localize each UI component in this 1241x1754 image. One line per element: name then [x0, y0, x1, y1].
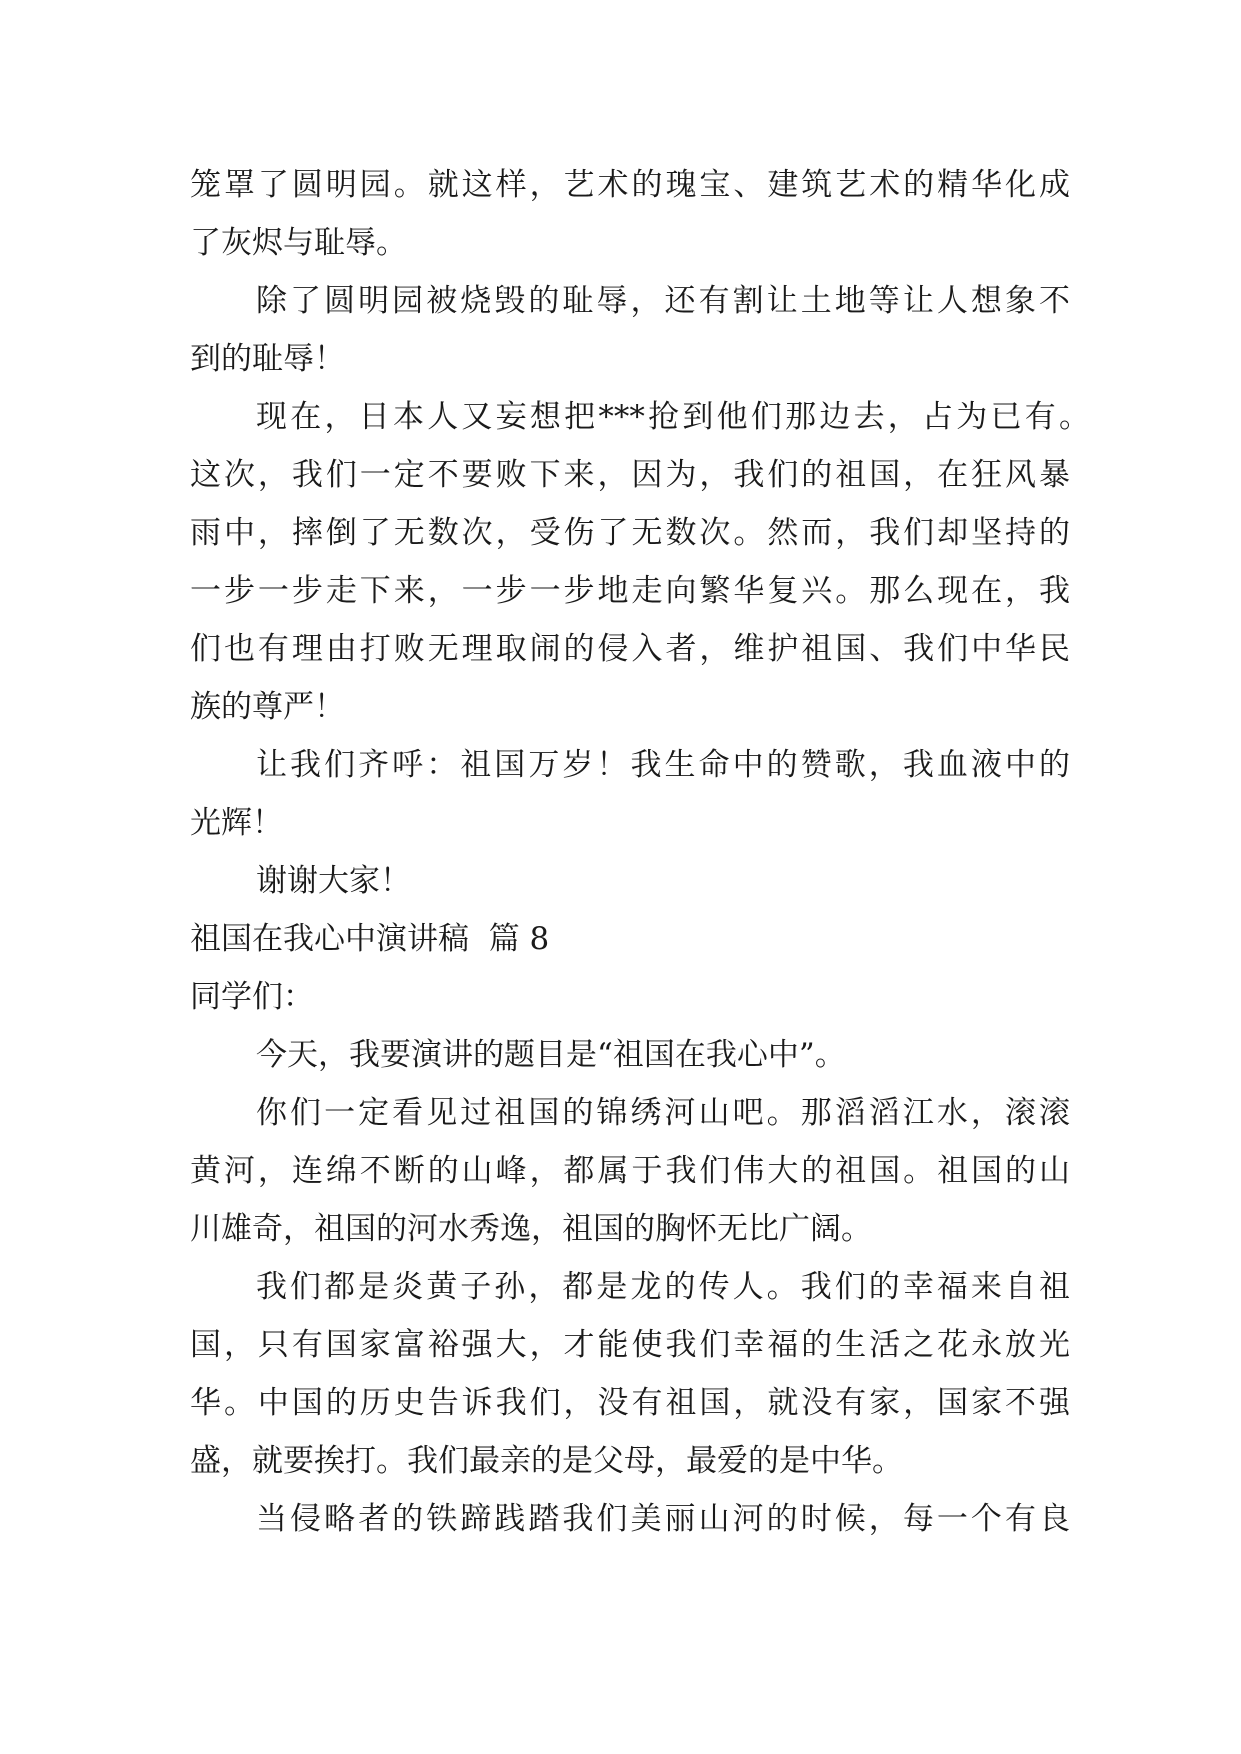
- text-line: 笼罩了圆明园。就这样，艺术的瑰宝、建筑艺术的精华化成: [190, 167, 1070, 203]
- text-line: 你们一定看见过祖国的锦绣河山吧。那滔滔江水，滚滚: [256, 1095, 1070, 1131]
- text-line: 我们都是炎黄子孙，都是龙的传人。我们的幸福来自祖: [256, 1269, 1070, 1305]
- text-line: 现在，日本人又妄想把***抢到他们那边去，占为已有。: [256, 399, 1090, 435]
- text-line: 了灰烬与耻辱。: [190, 225, 407, 261]
- section-heading: 祖国在我心中演讲稿 篇 8: [190, 921, 550, 957]
- text-line: 到的耻辱！: [190, 341, 345, 377]
- text-line: 同学们：: [190, 979, 314, 1015]
- text-line: 让我们齐呼：祖国万岁！我生命中的赞歌，我血液中的: [256, 747, 1070, 783]
- text-line: 国，只有国家富裕强大，才能使我们幸福的生活之花永放光: [190, 1327, 1070, 1363]
- text-line: 当侵略者的铁蹄践踏我们美丽山河的时候，每一个有良: [256, 1501, 1070, 1537]
- text-line: 光辉！: [190, 805, 283, 841]
- text-line: 川雄奇，祖国的河水秀逸，祖国的胸怀无比广阔。: [190, 1211, 872, 1247]
- text-line: 族的尊严！: [190, 689, 345, 725]
- text-line: 雨中，摔倒了无数次，受伤了无数次。然而，我们却坚持的: [190, 515, 1070, 551]
- text-line: 黄河，连绵不断的山峰，都属于我们伟大的祖国。祖国的山: [190, 1153, 1070, 1189]
- text-line: 盛，就要挨打。我们最亲的是父母，最爱的是中华。: [190, 1443, 903, 1479]
- text-line: 这次，我们一定不要败下来，因为，我们的祖国，在狂风暴: [190, 457, 1070, 493]
- text-line: 除了圆明园被烧毁的耻辱，还有割让土地等让人想象不: [256, 283, 1070, 319]
- text-line: 们也有理由打败无理取闹的侵入者，维护祖国、我们中华民: [190, 631, 1070, 667]
- text-line: 华。中国的历史告诉我们，没有祖国，就没有家，国家不强: [190, 1385, 1070, 1421]
- text-line: 一步一步走下来，一步一步地走向繁华复兴。那么现在，我: [190, 573, 1070, 609]
- text-line: 今天，我要演讲的题目是“祖国在我心中”。: [256, 1037, 846, 1073]
- text-line: 谢谢大家！: [256, 863, 411, 899]
